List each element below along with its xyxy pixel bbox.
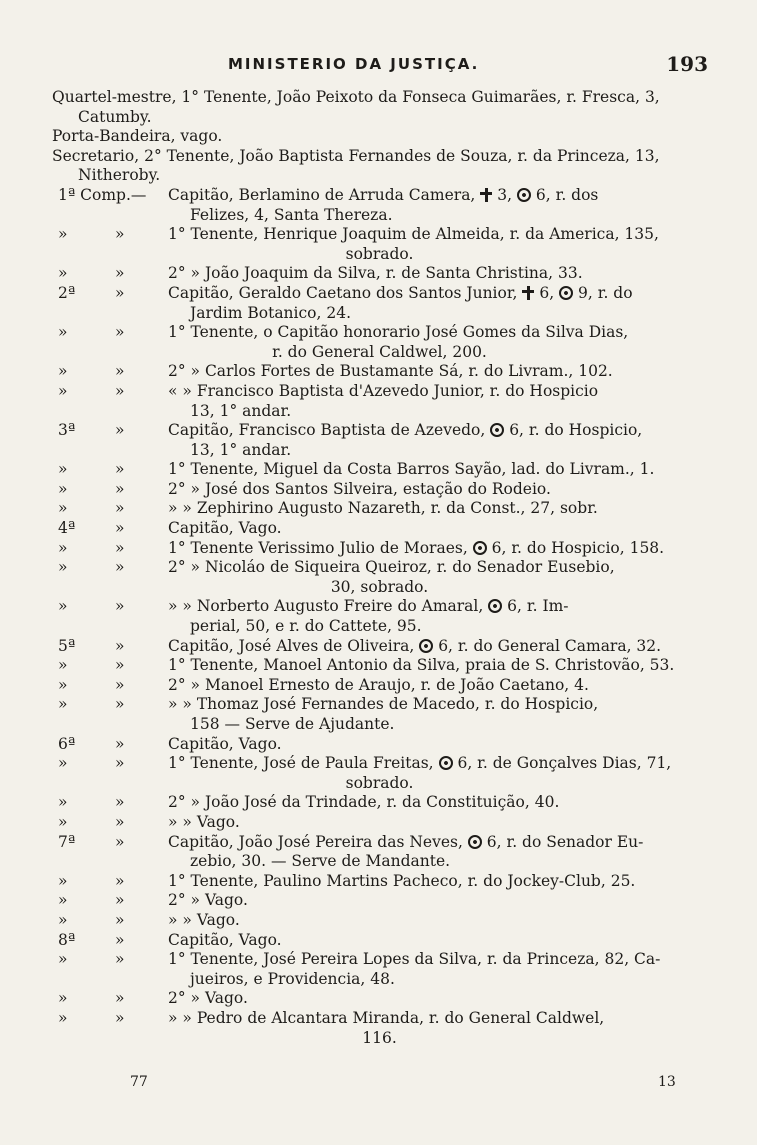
- entry-main-text: 2° » José dos Santos Silveira, estação do Rodeio.: [168, 479, 551, 498]
- ditto-column: »: [115, 460, 125, 479]
- entry-text: [52, 343, 707, 363]
- roster-line: [52, 147, 707, 167]
- company-column: »: [58, 754, 68, 773]
- roster-line: [52, 911, 707, 931]
- entry-main-text: sobrado.: [345, 244, 414, 263]
- ditto-column: »: [115, 283, 125, 302]
- roster-line: [52, 343, 707, 363]
- ditto-column: »: [115, 597, 125, 616]
- company-column: »: [58, 656, 68, 675]
- company-column: »: [58, 538, 68, 557]
- entry-main-text: r. do General Caldwel, 200.: [272, 342, 487, 361]
- entry-main-text: Capitão, Vago.: [168, 734, 282, 753]
- entry-main-text: » » Thomaz José Fernandes de Macedo, r. do Hospicio,: [168, 695, 599, 714]
- entry-main-text: Nitheroby.: [78, 166, 161, 185]
- roster-line: [52, 715, 707, 735]
- entry-text: [168, 637, 661, 657]
- order-cross-icon: [480, 188, 492, 202]
- company-column: 6ª: [58, 734, 76, 753]
- roster-line: [52, 617, 707, 637]
- entry-extra-text-2: 9, r. do: [578, 283, 633, 302]
- entry-text: [190, 715, 394, 735]
- entry-extra-text: 6, r. de Gonçalves Dias, 71,: [457, 754, 672, 773]
- entry-extra-text: 6, r. do Hospicio,: [509, 421, 643, 440]
- company-column: »: [58, 558, 68, 577]
- company-column: »: [58, 225, 68, 244]
- entry-main-text: 1° Tenente, Miguel da Costa Barros Sayão, lad. do Livram., 1.: [168, 460, 655, 479]
- ditto-column: »: [115, 538, 125, 557]
- roster-line: [52, 304, 707, 324]
- company-column: »: [58, 675, 68, 694]
- order-rose-icon: [473, 541, 487, 555]
- ditto-column: »: [115, 636, 125, 655]
- entry-main-text: » » Vago.: [168, 812, 240, 831]
- entry-text: [168, 597, 569, 617]
- company-column: 5ª: [58, 636, 76, 655]
- roster-line: [52, 539, 707, 559]
- ditto-column: »: [115, 754, 125, 773]
- company-column: »: [58, 989, 68, 1008]
- order-rose-icon: [419, 639, 433, 653]
- ditto-column: »: [115, 225, 125, 244]
- entry-main-text: 1° Tenente, Manoel Antonio da Silva, praia de S. Christovão, 53.: [168, 656, 675, 675]
- roster-line: [52, 382, 707, 402]
- ditto-column: »: [115, 930, 125, 949]
- company-column: »: [58, 381, 68, 400]
- entry-main-text: 1° Tenente, Paulino Martins Pacheco, r. do Jockey-Club, 25.: [168, 871, 636, 890]
- company-column: »: [58, 323, 68, 342]
- company-column: »: [58, 1008, 68, 1027]
- roster-line: [52, 637, 707, 657]
- entry-main-text: Capitão, Francisco Baptista de Azevedo,: [168, 421, 486, 440]
- company-column: 8ª: [58, 930, 76, 949]
- roster-line: [52, 578, 707, 598]
- roster-line: [52, 402, 707, 422]
- ditto-column: »: [115, 695, 125, 714]
- entry-extra-text: 6, r. do Senador Eu-: [486, 832, 644, 851]
- roster-line: [52, 676, 707, 696]
- entry-main-text: jueiros, e Providencia, 48.: [190, 969, 395, 988]
- roster-line: [52, 872, 707, 892]
- entry-main-text: Jardim Botanico, 24.: [190, 303, 352, 322]
- entry-extra-text: 6, r. do Hospicio, 158.: [491, 538, 665, 557]
- entry-extra-text: 6,: [539, 283, 555, 302]
- roster-line: [52, 735, 707, 755]
- entry-main-text: perial, 50, e r. do Cattete, 95.: [190, 617, 422, 636]
- entry-main-text: « » Francisco Baptista d'Azevedo Junior, r. do Hospicio: [168, 381, 599, 400]
- entry-text: [168, 499, 598, 519]
- entry-main-text: 30, sobrado.: [330, 577, 429, 596]
- company-column: »: [58, 891, 68, 910]
- roster-line: [52, 225, 707, 245]
- roster-line: [52, 127, 707, 147]
- entry-main-text: 116.: [362, 1028, 397, 1047]
- roster-line: [52, 558, 707, 578]
- entry-text: [168, 186, 598, 206]
- roster-line: [52, 931, 707, 951]
- ditto-column: »: [115, 832, 125, 851]
- entry-text: [168, 284, 633, 304]
- entry-text: [168, 813, 240, 833]
- entry-main-text: Capitão, Vago.: [168, 930, 282, 949]
- entry-text: [52, 88, 660, 108]
- roster-line: [52, 695, 707, 715]
- entry-main-text: 1° Tenente, José Pereira Lopes da Silva, r. da Princeza, 82, Ca-: [168, 950, 661, 969]
- entry-main-text: 158 — Serve de Ajudante.: [190, 715, 395, 733]
- entry-text: [168, 754, 671, 774]
- ditto-column: »: [115, 734, 125, 753]
- entry-text: [168, 656, 674, 676]
- entry-text: [52, 1029, 707, 1049]
- entry-main-text: Quartel-mestre, 1° Tenente, João Peixoto da Fonseca Guimarães, r. Fresca, 3,: [52, 88, 660, 106]
- entry-text: [78, 166, 160, 186]
- entry-main-text: 2° » Manoel Ernesto de Araujo, r. de João Caetano, 4.: [168, 675, 589, 694]
- entry-main-text: Capitão, Geraldo Caetano dos Santos Junior,: [168, 283, 518, 302]
- roster-line: [52, 989, 707, 1009]
- roster-line: [52, 421, 707, 441]
- entry-main-text: » » Vago.: [168, 910, 240, 929]
- company-column: »: [58, 479, 68, 498]
- entry-main-text: zebio, 30. — Serve de Mandante.: [190, 852, 451, 871]
- entry-main-text: 2° » João Joaquim da Silva, r. de Santa Christina, 33.: [168, 264, 583, 283]
- entry-text: [52, 578, 707, 598]
- entry-text: [168, 793, 559, 813]
- company-column: 1ª Comp.—: [58, 185, 147, 204]
- page-header: [48, 52, 708, 81]
- entry-main-text: Capitão, José Alves de Oliveira,: [168, 636, 415, 655]
- entry-main-text: » » Pedro de Alcantara Miranda, r. do General Caldwel,: [168, 1008, 605, 1027]
- entry-text: [168, 891, 248, 911]
- entry-text: [168, 1009, 604, 1029]
- entry-text: [52, 245, 707, 265]
- entry-main-text: 1° Tenente, José de Paula Freitas,: [168, 754, 434, 773]
- order-rose-icon: [488, 599, 502, 613]
- company-column: »: [58, 362, 68, 381]
- roster-line: [52, 950, 707, 970]
- ditto-column: »: [115, 812, 125, 831]
- entry-text: [190, 402, 291, 422]
- roster-line: [52, 323, 707, 343]
- signature-mark-left: 77: [130, 1074, 148, 1090]
- entry-main-text: 2° » Vago.: [168, 891, 248, 910]
- order-rose-icon: [439, 756, 453, 770]
- entry-main-text: Felizes, 4, Santa Thereza.: [190, 205, 393, 224]
- ditto-column: »: [115, 519, 125, 538]
- company-column: »: [58, 910, 68, 929]
- order-rose-icon: [490, 423, 504, 437]
- entry-extra-text: 3,: [497, 185, 513, 204]
- ditto-column: »: [115, 499, 125, 518]
- ditto-column: »: [115, 362, 125, 381]
- ditto-column: »: [115, 656, 125, 675]
- entry-text: [190, 617, 422, 637]
- entry-text: [52, 774, 707, 794]
- entry-text: [190, 304, 351, 324]
- entry-main-text: 1° Tenente, Henrique Joaquim de Almeida, r. da America, 135,: [168, 225, 659, 244]
- entry-main-text: Porta-Bandeira, vago.: [52, 127, 223, 146]
- ditto-column: »: [115, 264, 125, 283]
- entry-main-text: Catumby.: [78, 107, 152, 126]
- roster-line: [52, 499, 707, 519]
- roster-line: [52, 206, 707, 226]
- entry-text: [168, 323, 628, 343]
- roster-line: [52, 1029, 707, 1049]
- entry-text: [168, 676, 589, 696]
- roster-line: [52, 813, 707, 833]
- company-column: »: [58, 460, 68, 479]
- company-column: »: [58, 499, 68, 518]
- ditto-column: »: [115, 558, 125, 577]
- roster-line: [52, 88, 707, 108]
- roster-line: [52, 362, 707, 382]
- roster-line: [52, 245, 707, 265]
- entry-text: [168, 225, 659, 245]
- entry-text: [168, 539, 664, 559]
- page-footer: [0, 1074, 757, 1096]
- roster-line: [52, 852, 707, 872]
- company-column: 4ª: [58, 519, 76, 538]
- entry-text: [168, 695, 598, 715]
- entry-main-text: Capitão, João José Pereira das Neves,: [168, 832, 463, 851]
- ditto-column: »: [115, 479, 125, 498]
- roster-line: [52, 833, 707, 853]
- ditto-column: »: [115, 323, 125, 342]
- entry-text: [168, 460, 654, 480]
- entry-text: [190, 206, 393, 226]
- roster-line: [52, 519, 707, 539]
- entry-main-text: Capitão, Berlamino de Arruda Camera,: [168, 185, 476, 204]
- roster-line: [52, 891, 707, 911]
- entry-text: [190, 970, 395, 990]
- entry-text: [168, 519, 282, 539]
- ditto-column: »: [115, 793, 125, 812]
- entry-main-text: 2° » João José da Trindade, r. da Constituição, 40.: [168, 793, 560, 812]
- roster-line: [52, 108, 707, 128]
- entry-main-text: 13, 1° andar.: [190, 440, 292, 459]
- entry-main-text: 1° Tenente, o Capitão honorario José Gomes da Silva Dias,: [168, 323, 629, 342]
- entry-text: [52, 127, 222, 147]
- ditto-column: »: [115, 381, 125, 400]
- roster-line: [52, 656, 707, 676]
- ditto-column: »: [115, 950, 125, 969]
- company-column: »: [58, 950, 68, 969]
- entry-main-text: 13, 1° andar.: [190, 401, 292, 420]
- roster-line: [52, 480, 707, 500]
- ditto-column: »: [115, 675, 125, 694]
- entry-text: [190, 852, 450, 872]
- entry-text: [168, 872, 635, 892]
- roster-line: [52, 754, 707, 774]
- roster-line: [52, 186, 707, 206]
- signature-mark-right: 13: [658, 1074, 676, 1090]
- entry-extra-text: 6, r. do General Camara, 32.: [438, 636, 662, 655]
- roster-line: [52, 1009, 707, 1029]
- company-column: »: [58, 793, 68, 812]
- ditto-column: »: [115, 989, 125, 1008]
- entry-text: [168, 989, 248, 1009]
- roster-line: [52, 460, 707, 480]
- ditto-column: »: [115, 910, 125, 929]
- roster-line: [52, 441, 707, 461]
- entry-main-text: 2° » Nicoláo de Siqueira Queiroz, r. do Senador Eusebio,: [168, 558, 615, 577]
- entry-text: [168, 735, 282, 755]
- order-rose-icon: [468, 835, 482, 849]
- company-column: »: [58, 597, 68, 616]
- entry-text: [168, 480, 551, 500]
- entry-text: [168, 421, 642, 441]
- entry-text: [168, 911, 240, 931]
- order-cross-icon: [522, 286, 534, 300]
- entry-text: [168, 931, 282, 951]
- ditto-column: »: [115, 421, 125, 440]
- roster-body: [52, 88, 707, 1048]
- company-column: »: [58, 812, 68, 831]
- roster-line: [52, 166, 707, 186]
- company-column: »: [58, 695, 68, 714]
- roster-line: [52, 264, 707, 284]
- company-column: »: [58, 264, 68, 283]
- entry-text: [168, 264, 583, 284]
- entry-main-text: » » Zephirino Augusto Nazareth, r. da Const., 27, sobr.: [168, 499, 598, 518]
- entry-text: [168, 833, 643, 853]
- entry-main-text: Capitão, Vago.: [168, 519, 282, 538]
- page-title: MINISTERIO DA JUSTIÇA.: [228, 55, 480, 73]
- company-column: 3ª: [58, 421, 76, 440]
- entry-text: [168, 362, 613, 382]
- roster-line: [52, 774, 707, 794]
- entry-main-text: » » Norberto Augusto Freire do Amaral,: [168, 597, 484, 616]
- roster-line: [52, 284, 707, 304]
- order-rose-icon: [559, 286, 573, 300]
- company-column: »: [58, 871, 68, 890]
- ditto-column: »: [115, 1008, 125, 1027]
- company-column: 7ª: [58, 832, 76, 851]
- entry-text: [190, 441, 291, 461]
- entry-text: [52, 147, 660, 167]
- entry-extra-text-2: 6, r. dos: [535, 185, 599, 204]
- entry-main-text: 2° » Carlos Fortes de Bustamante Sá, r. do Livram., 102.: [168, 362, 613, 381]
- roster-line: [52, 597, 707, 617]
- entry-text: [168, 950, 660, 970]
- entry-text: [168, 558, 615, 578]
- entry-main-text: sobrado.: [345, 773, 414, 792]
- roster-line: [52, 970, 707, 990]
- entry-text: [78, 108, 152, 128]
- entry-main-text: 2° » Vago.: [168, 989, 248, 1008]
- company-column: 2ª: [58, 283, 76, 302]
- entry-main-text: Secretario, 2° Tenente, João Baptista Fernandes de Souza, r. da Princeza, 13,: [52, 146, 660, 165]
- entry-main-text: 1° Tenente Verissimo Julio de Moraes,: [168, 538, 468, 557]
- roster-line: [52, 793, 707, 813]
- entry-text: [168, 382, 598, 402]
- page-number: 193: [666, 52, 708, 76]
- ditto-column: »: [115, 891, 125, 910]
- entry-extra-text: 6, r. Im-: [507, 597, 569, 616]
- ditto-column: »: [115, 871, 125, 890]
- order-rose-icon: [517, 188, 531, 202]
